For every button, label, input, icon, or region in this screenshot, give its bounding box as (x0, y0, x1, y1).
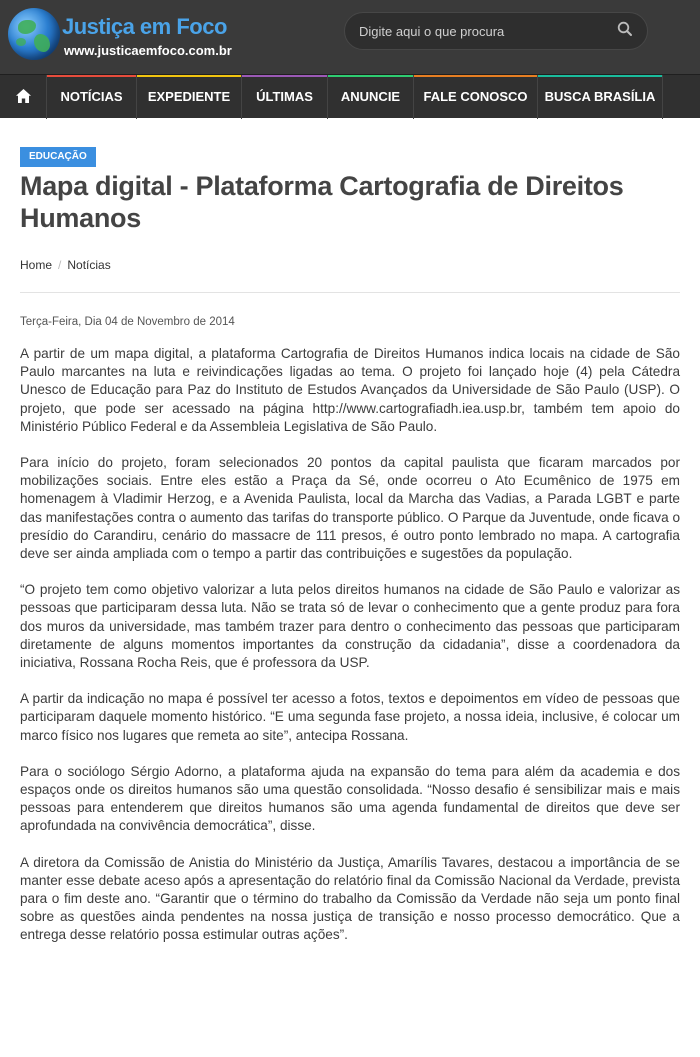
breadcrumb-noticias[interactable]: Notícias (67, 258, 111, 272)
nav-color-bar (47, 75, 136, 77)
divider (20, 292, 680, 293)
globe-icon (8, 8, 60, 60)
nav-label: FALE CONOSCO (423, 89, 528, 104)
article-paragraph: Para início do projeto, foram selecionados 20 pontos da capital paulista que ficaram marcados por mobilizações sociais. Entre eles estão a Praça da Sé, onde ocorreu o Ato Ecumênico de 1975 em homenagem à Vladimir Herzog, e a Avenida Paulista, local da Marcha das Vadias, a Parada LGBT e parte das manifestações contra o aumento das tarifas do transporte público. O Parque da Juventude, onde ficava o presídio do Carandiru, cenário do massacre de 111 presos, é outro ponto lembrado no mapa. A cartografia deve ser ainda ampliada com o tempo a partir das contribuições e sugestões da população. (20, 455, 680, 562)
nav-label: ÚLTIMAS (256, 89, 313, 104)
nav-expediente[interactable] (136, 75, 241, 119)
nav-noticias[interactable] (46, 75, 136, 119)
search-icon (617, 21, 633, 37)
article-date: Terça-Feira, Dia 04 de Novembro de 2014 (20, 316, 235, 328)
nav-busca-brasilia[interactable] (537, 75, 663, 119)
breadcrumb-separator: / (58, 258, 62, 272)
article-title: Mapa digital - Plataforma Cartografia de Direitos Humanos (20, 171, 624, 233)
article-paragraph: A diretora da Comissão de Anistia do Ministério da Justiça, Amarílis Tavares, destacou a importância de se manter esse debate aceso após a apresentação do relatório final da Comissão Nacional da Verdade, prevista para o fim deste ano. “Garantir que o término do trabalho da Comissão da Verdade não seja um ponto final sobre as questões ainda pendentes na nossa justiça de transição e nosso processo democrático. Que a entrega desse relatório possa estimular outras ações”. (20, 854, 680, 943)
home-icon (16, 89, 31, 103)
search-button[interactable] (617, 21, 637, 41)
nav-color-bar (137, 75, 241, 77)
article-paragraph: Para o sociólogo Sérgio Adorno, a plataforma ajuda na expansão do tema para além da academia e dos espaços onde os direitos humanos são uma questão consolidada. “Nosso desafio é sensibilizar mais e mais pessoas para entenderem que direitos humanos são uma agenda fundamental de direitos que deve ser aprofundada na convivência democrática”, disse. (20, 763, 680, 834)
site-logo[interactable] (8, 8, 232, 64)
article-paragraph: A partir da indicação no mapa é possível ter acesso a fotos, textos e depoimentos em vídeo de pessoas que participaram daquele momento histórico. “E uma segunda fase projeto, a nossa ideia, inclusive, é colocar um marco físico nos lugares que remeta ao site”, antecipa Rossana. (20, 691, 680, 743)
logo-url: www.justicaemfoco.com.br (64, 43, 232, 58)
category-badge[interactable]: EDUCAÇÃO (20, 147, 96, 167)
article-paragraph: A partir de um mapa digital, a plataforma Cartografia de Direitos Humanos indica locais na cidade de São Paulo marcantes na luta e reivindicações ligadas ao tema. O projeto foi lançado hoje (4) pela Cátedra Unesco de Educação para Paz do Instituto de Estudos Avançados da Universidade de São Paulo (USP). O projeto, que pode ser acessado na página http://www.cartografiadh.iea.usp.br, também tem apoio do Ministério Público Federal e da Assembleia Legislativa de São Paulo. (20, 346, 680, 434)
search-box (344, 12, 648, 50)
nav-label: EXPEDIENTE (147, 89, 231, 104)
breadcrumb (20, 258, 111, 272)
nav-ultimas[interactable] (241, 75, 327, 119)
nav-fale-conosco[interactable] (413, 75, 537, 119)
site-header (0, 0, 700, 74)
nav-label: ANUNCIE (340, 89, 401, 104)
nav-color-bar (328, 75, 413, 77)
nav-label: BUSCA BRASÍLIA (544, 89, 656, 104)
nav-anuncie[interactable] (327, 75, 413, 119)
search-input[interactable] (359, 13, 609, 49)
nav-label: NOTÍCIAS (60, 89, 123, 104)
nav-home[interactable] (0, 75, 46, 119)
breadcrumb-home[interactable]: Home (20, 258, 53, 272)
nav-color-bar (538, 75, 662, 77)
nav-color-bar (414, 75, 537, 77)
article-body (20, 345, 680, 963)
nav-color-bar (242, 75, 327, 77)
main-nav (0, 74, 700, 118)
article-paragraph: “O projeto tem como objetivo valorizar a luta pelos direitos humanos na cidade de São Paulo e valorizar as pessoas que participaram dessa luta. Não se trata só de levar o conhecimento que a gente produz para fora dos muros da universidade, mas também trazer para dentro o conhecimento das pessoas que participaram diretamente de alguns momentos importantes da construção da cidadania”, disse a coordenadora da iniciativa, Rossana Rocha Reis, que é professora da USP. (20, 582, 680, 671)
logo-title: Justiça em Foco (62, 14, 227, 39)
